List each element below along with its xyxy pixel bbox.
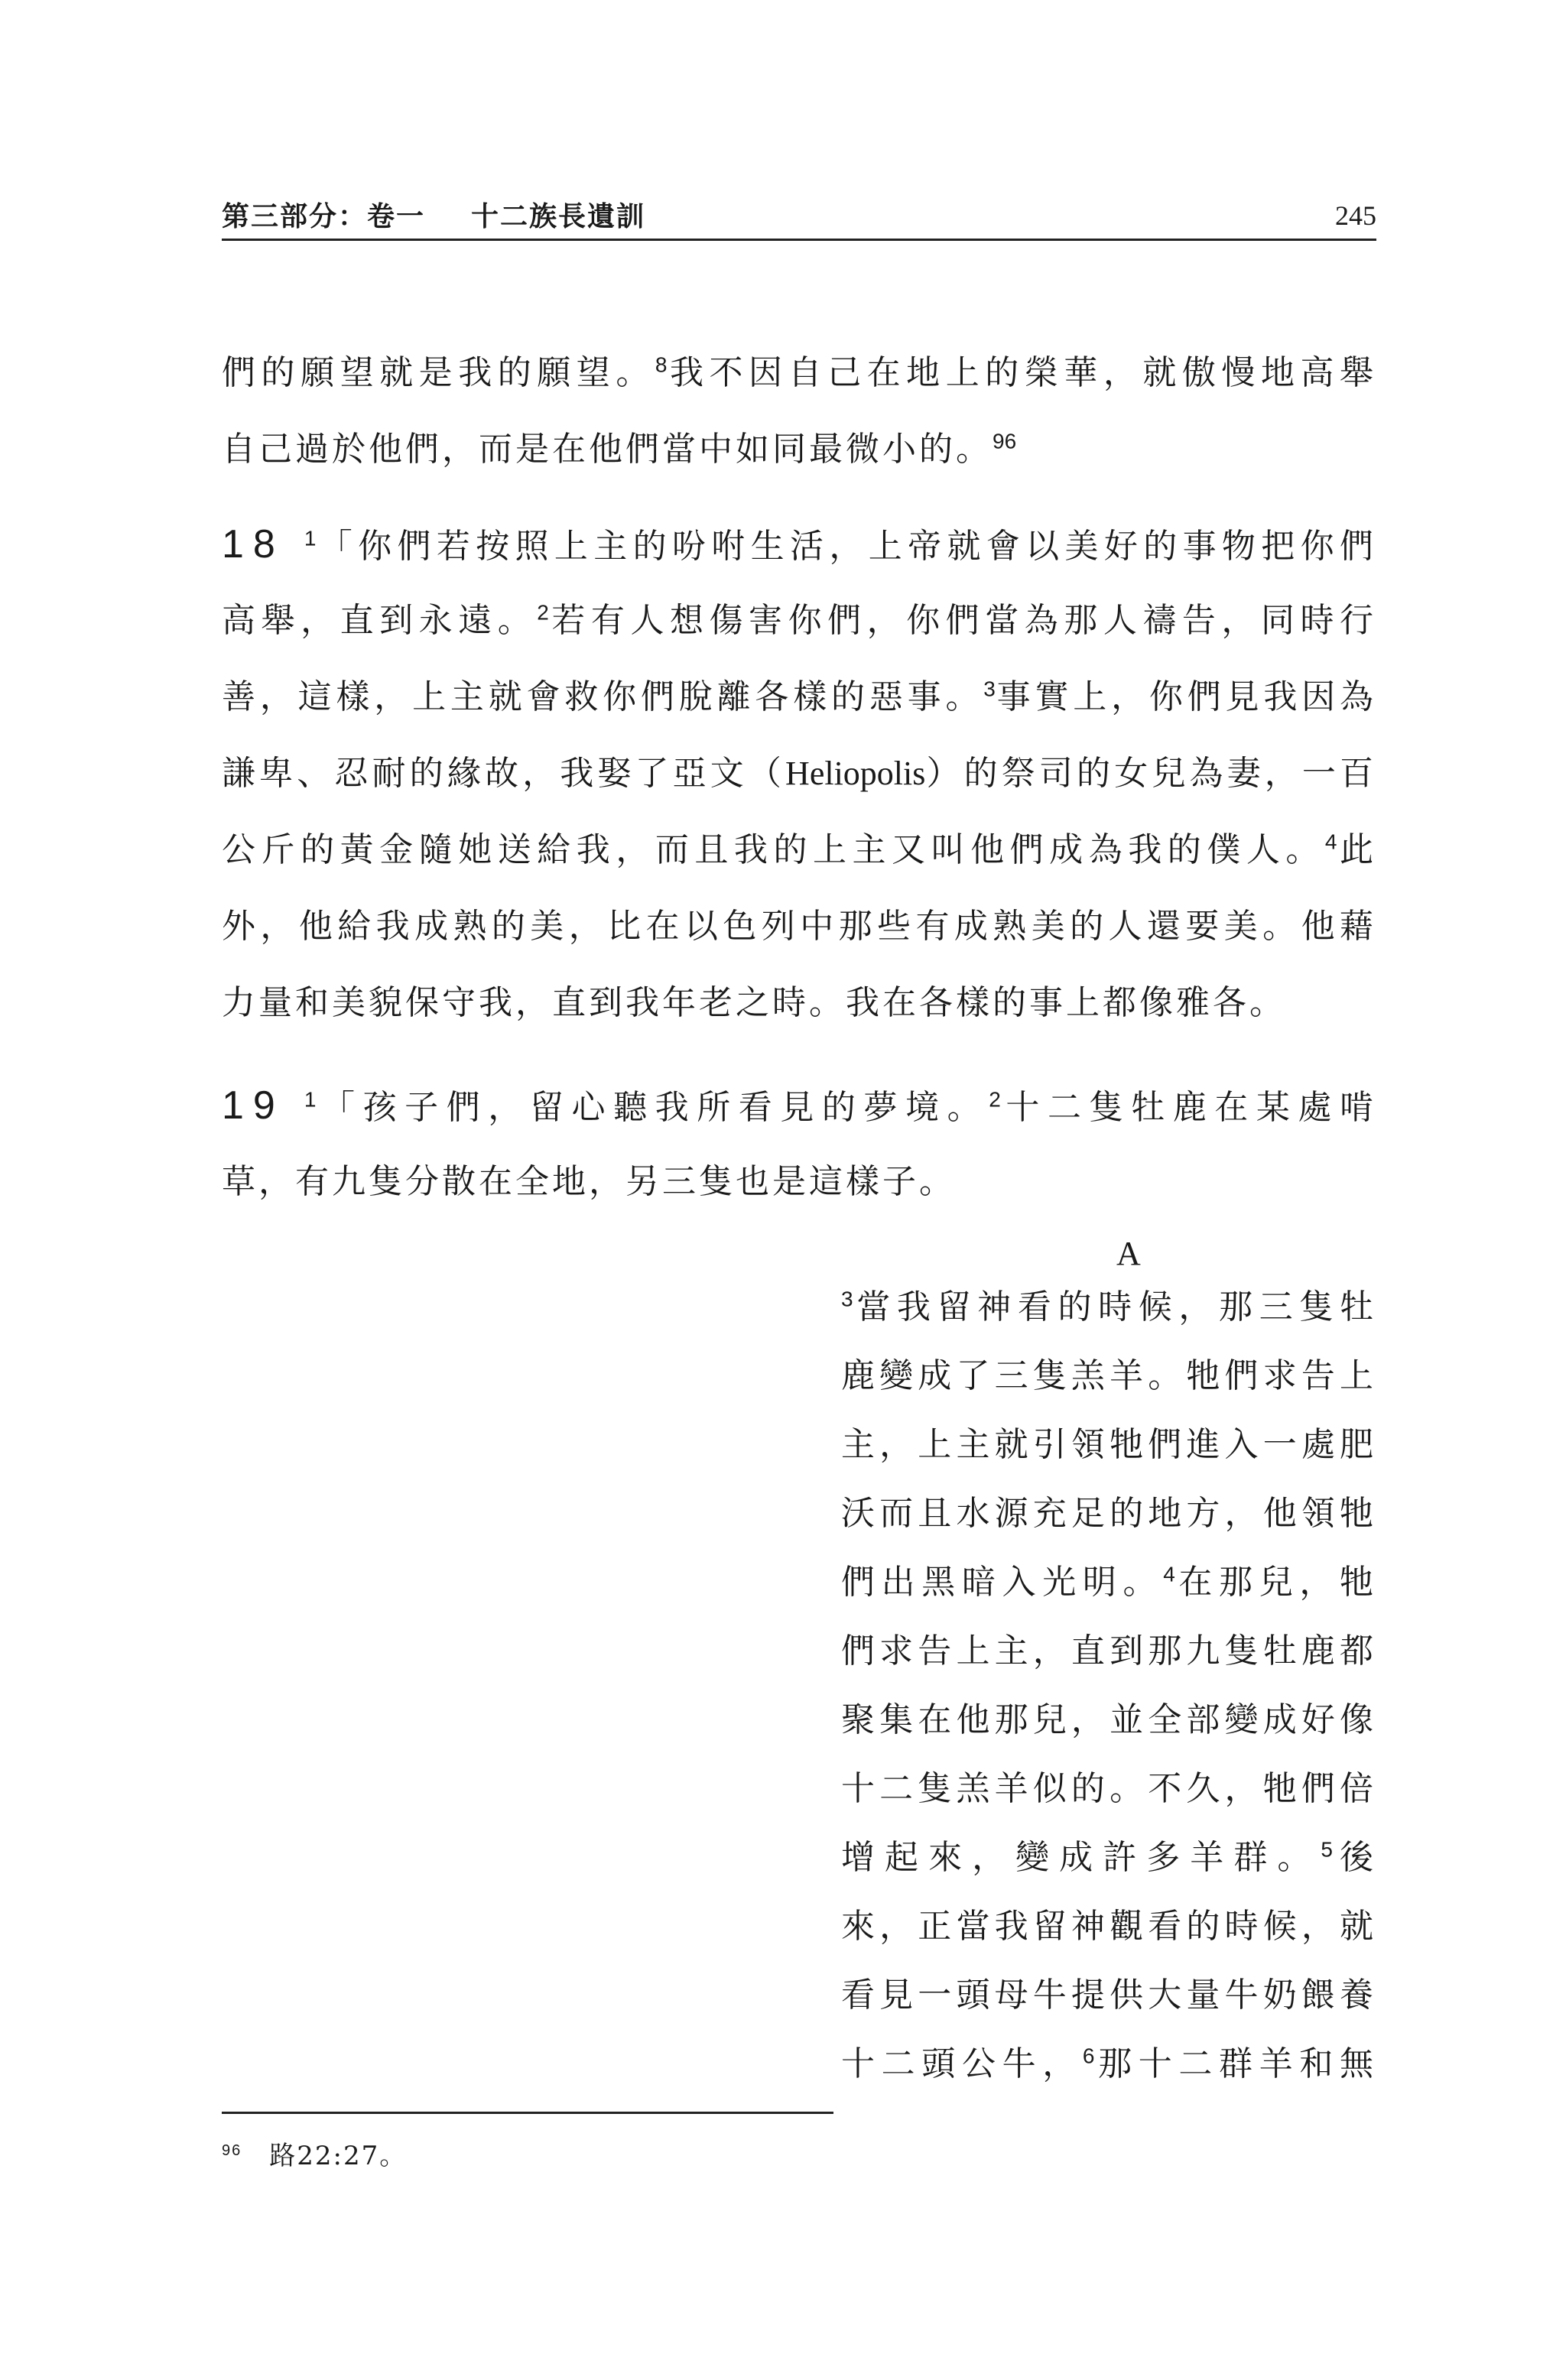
footnote-text: 路22:27。 (269, 2141, 408, 2171)
footnote-rule (222, 2112, 833, 2114)
verse-number: 8 (655, 352, 668, 377)
verse-number: 1 (304, 526, 317, 550)
page-number: 245 (1335, 200, 1376, 231)
text-line: 們的願望就是我的願望。$^8$我不因自己在地上的榮華，就傲慢地高舉 (222, 352, 1377, 392)
column-line: 聚集在他那兒，並全部變成好像 (841, 1700, 1376, 1739)
verse-number: 1 (304, 1087, 317, 1112)
verse-number: 2 (989, 1087, 1001, 1112)
verse-number: 6 (1082, 2044, 1095, 2068)
column-line: 來，正當我留神觀看的時候，就 (841, 1907, 1376, 1946)
chapter-number: 18 (222, 522, 284, 567)
footnote-ref: 96 (993, 429, 1017, 453)
column-line: 十二頭公牛，$^6$那十二群羊和無 (841, 2044, 1377, 2083)
header-section: 第三部分：卷一 (222, 201, 426, 232)
header-book: 十二族長遺訓 (471, 201, 646, 232)
header-rule (222, 239, 1376, 241)
text-line: 自己過於他們，而是在他們當中如同最微小的。$^{96}$ (222, 429, 1017, 469)
text-line: 力量和美貌保守我，直到我年老之時。我在各樣的事上都像雅各。 (222, 983, 1286, 1022)
text-line: 草，有九隻分散在全地，另三隻也是這樣子。 (222, 1162, 956, 1201)
verse-number: 4 (1163, 1562, 1175, 1586)
chapter-number: 19 (222, 1083, 284, 1128)
place-name: Heliopolis (785, 755, 926, 792)
verse-number: 3 (841, 1287, 853, 1311)
column-line: 們求告上主，直到那九隻牡鹿都 (841, 1632, 1376, 1671)
column-line: 看見一頭母牛提供大量牛奶餵養 (841, 1976, 1376, 2015)
chapter-19-line: 19 $^1$「孩子們，留心聽我所看見的夢境。$^2$十二隻牡鹿在某處啃 (222, 1083, 1377, 1128)
column-line: 十二隻羔羊似的。不久，牠們倍 (841, 1769, 1376, 1808)
footnote-number: 96 (222, 2141, 242, 2159)
text-line: 善，這樣，上主就會救你們脫離各樣的惡事。$^3$事實上，你們見我因為 (222, 677, 1376, 716)
column-title: A (1116, 1235, 1144, 1272)
text-line: 外，他給我成熟的美，比在以色列中那些有成熟美的人還要美。他藉 (222, 907, 1376, 946)
text-line: 公斤的黃金隨她送給我，而且我的上主又叫他們成為我的僕人。$^4$此 (222, 830, 1377, 869)
column-line: 們出黑暗入光明。$^4$在那兒，牠 (841, 1562, 1377, 1602)
verse-number: 4 (1324, 830, 1337, 854)
column-line: 主，上主就引領牠們進入一處肥 (841, 1425, 1376, 1464)
header-title (222, 195, 645, 234)
chapter-18-line: 18 $^1$「你們若按照上主的吩咐生活，上帝就會以美好的事物把你們 (222, 522, 1376, 567)
column-line: 鹿變成了三隻羔羊。牠們求告上 (841, 1356, 1376, 1395)
footnote (222, 2135, 407, 2172)
text-line: 謙卑、忍耐的緣故，我娶了亞文（Heliopolis）的祭司的女兒為妻，一百 (222, 754, 1377, 793)
column-line: $^3$當我留神看的時候，那三隻牡 (841, 1287, 1376, 1326)
running-header (222, 195, 1376, 241)
text-line: 高舉，直到永遠。$^2$若有人想傷害你們，你們當為那人禱告，同時行 (222, 600, 1377, 640)
verse-number: 3 (983, 677, 996, 701)
column-line: 沃而且水源充足的地方，他領牠 (841, 1494, 1376, 1533)
verse-number: 2 (537, 600, 549, 625)
verse-number: 5 (1321, 1837, 1333, 1862)
column-line: 增起來，變成許多羊群。$^5$後 (841, 1837, 1377, 1877)
